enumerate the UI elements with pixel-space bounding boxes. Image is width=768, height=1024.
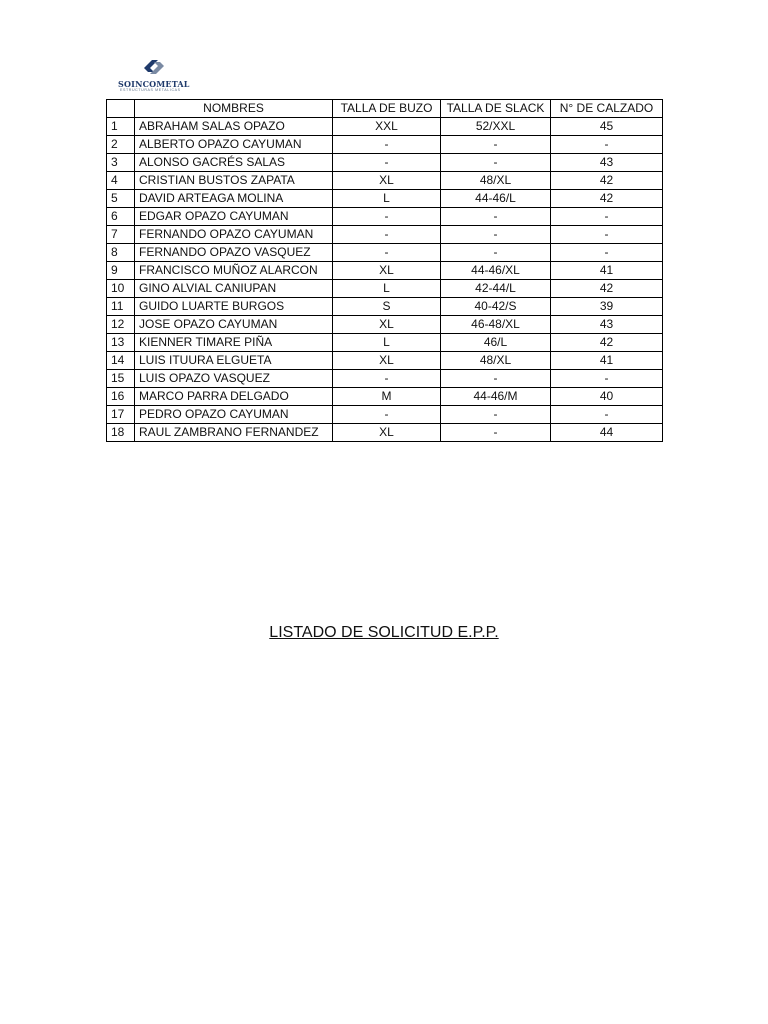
employee-name: ALONSO GACRÉS SALAS bbox=[135, 154, 333, 172]
numero-calzado: 44 bbox=[551, 424, 663, 442]
numero-calzado: 41 bbox=[551, 262, 663, 280]
row-index: 2 bbox=[107, 136, 135, 154]
numero-calzado: - bbox=[551, 370, 663, 388]
employee-name: MARCO PARRA DELGADO bbox=[135, 388, 333, 406]
row-index: 10 bbox=[107, 280, 135, 298]
talla-slack: - bbox=[441, 424, 551, 442]
numero-calzado: - bbox=[551, 244, 663, 262]
employee-name: LUIS OPAZO VASQUEZ bbox=[135, 370, 333, 388]
talla-slack: 44-46/L bbox=[441, 190, 551, 208]
numero-calzado: 45 bbox=[551, 118, 663, 136]
row-index: 4 bbox=[107, 172, 135, 190]
talla-slack: 52/XXL bbox=[441, 118, 551, 136]
talla-buzo: - bbox=[333, 154, 441, 172]
numero-calzado: 42 bbox=[551, 190, 663, 208]
talla-buzo: L bbox=[333, 334, 441, 352]
talla-buzo: XXL bbox=[333, 118, 441, 136]
table-row bbox=[107, 136, 663, 154]
logo-wordmark: SOINCOMETAL bbox=[118, 79, 190, 89]
employee-name: KIENNER TIMARE PIÑA bbox=[135, 334, 333, 352]
talla-slack: - bbox=[441, 406, 551, 424]
table-row bbox=[107, 298, 663, 316]
header-talla-buzo: TALLA DE BUZO bbox=[333, 100, 441, 118]
numero-calzado: - bbox=[551, 136, 663, 154]
talla-buzo: - bbox=[333, 136, 441, 154]
talla-slack: - bbox=[441, 136, 551, 154]
talla-buzo: XL bbox=[333, 172, 441, 190]
row-index: 6 bbox=[107, 208, 135, 226]
employee-name: FERNANDO OPAZO CAYUMAN bbox=[135, 226, 333, 244]
talla-slack: 46/L bbox=[441, 334, 551, 352]
row-index: 15 bbox=[107, 370, 135, 388]
talla-buzo: XL bbox=[333, 352, 441, 370]
talla-slack: - bbox=[441, 208, 551, 226]
employee-name: FRANCISCO MUÑOZ ALARCON bbox=[135, 262, 333, 280]
talla-buzo: - bbox=[333, 208, 441, 226]
table-row bbox=[107, 118, 663, 136]
numero-calzado: 39 bbox=[551, 298, 663, 316]
employee-name: ABRAHAM SALAS OPAZO bbox=[135, 118, 333, 136]
table-row bbox=[107, 388, 663, 406]
talla-slack: 48/XL bbox=[441, 172, 551, 190]
talla-buzo: XL bbox=[333, 262, 441, 280]
talla-buzo: S bbox=[333, 298, 441, 316]
numero-calzado: 41 bbox=[551, 352, 663, 370]
talla-slack: - bbox=[441, 226, 551, 244]
talla-buzo: L bbox=[333, 280, 441, 298]
row-index: 1 bbox=[107, 118, 135, 136]
numero-calzado: - bbox=[551, 226, 663, 244]
row-index: 9 bbox=[107, 262, 135, 280]
employee-name: ALBERTO OPAZO CAYUMAN bbox=[135, 136, 333, 154]
numero-calzado: - bbox=[551, 406, 663, 424]
table-body bbox=[107, 118, 663, 442]
employee-name: PEDRO OPAZO CAYUMAN bbox=[135, 406, 333, 424]
talla-buzo: M bbox=[333, 388, 441, 406]
table-row bbox=[107, 190, 663, 208]
table-row bbox=[107, 370, 663, 388]
table-row bbox=[107, 352, 663, 370]
numero-calzado: 42 bbox=[551, 334, 663, 352]
numero-calzado: - bbox=[551, 208, 663, 226]
employee-name: GUIDO LUARTE BURGOS bbox=[135, 298, 333, 316]
talla-slack: - bbox=[441, 154, 551, 172]
talla-slack: - bbox=[441, 244, 551, 262]
talla-slack: 46-48/XL bbox=[441, 316, 551, 334]
row-index: 13 bbox=[107, 334, 135, 352]
row-index: 5 bbox=[107, 190, 135, 208]
talla-slack: 44-46/XL bbox=[441, 262, 551, 280]
header-nombres: NOMBRES bbox=[135, 100, 333, 118]
row-index: 11 bbox=[107, 298, 135, 316]
row-index: 8 bbox=[107, 244, 135, 262]
logo-tagline: ESTRUCTURAS METALICAS bbox=[120, 88, 181, 92]
company-logo bbox=[112, 56, 196, 96]
employee-name: RAUL ZAMBRANO FERNANDEZ bbox=[135, 424, 333, 442]
row-index: 7 bbox=[107, 226, 135, 244]
talla-slack: 42-44/L bbox=[441, 280, 551, 298]
talla-buzo: - bbox=[333, 226, 441, 244]
table-row bbox=[107, 334, 663, 352]
talla-buzo: - bbox=[333, 370, 441, 388]
employee-name: LUIS ITUURA ELGUETA bbox=[135, 352, 333, 370]
table-row bbox=[107, 262, 663, 280]
talla-buzo: XL bbox=[333, 424, 441, 442]
talla-slack: - bbox=[441, 370, 551, 388]
talla-buzo: - bbox=[333, 244, 441, 262]
table-row bbox=[107, 316, 663, 334]
header-index bbox=[107, 100, 135, 118]
row-index: 14 bbox=[107, 352, 135, 370]
header-talla-slack: TALLA DE SLACK bbox=[441, 100, 551, 118]
talla-buzo: XL bbox=[333, 316, 441, 334]
epp-request-table bbox=[106, 99, 663, 442]
row-index: 12 bbox=[107, 316, 135, 334]
table-row bbox=[107, 172, 663, 190]
row-index: 16 bbox=[107, 388, 135, 406]
employee-name: CRISTIAN BUSTOS ZAPATA bbox=[135, 172, 333, 190]
talla-slack: 40-42/S bbox=[441, 298, 551, 316]
numero-calzado: 43 bbox=[551, 316, 663, 334]
table-row bbox=[107, 154, 663, 172]
numero-calzado: 42 bbox=[551, 280, 663, 298]
table-row bbox=[107, 244, 663, 262]
table-row bbox=[107, 226, 663, 244]
talla-buzo: - bbox=[333, 406, 441, 424]
employee-name: FERNANDO OPAZO VASQUEZ bbox=[135, 244, 333, 262]
numero-calzado: 40 bbox=[551, 388, 663, 406]
table-row bbox=[107, 208, 663, 226]
table-row bbox=[107, 406, 663, 424]
row-index: 17 bbox=[107, 406, 135, 424]
header-calzado: N° DE CALZADO bbox=[551, 100, 663, 118]
soincometal-logo-icon bbox=[140, 56, 168, 78]
employee-name: EDGAR OPAZO CAYUMAN bbox=[135, 208, 333, 226]
table-row bbox=[107, 280, 663, 298]
row-index: 18 bbox=[107, 424, 135, 442]
table-row bbox=[107, 424, 663, 442]
numero-calzado: 42 bbox=[551, 172, 663, 190]
page-title: LISTADO DE SOLICITUD E.P.P. bbox=[269, 624, 499, 641]
row-index: 3 bbox=[107, 154, 135, 172]
employee-name: GINO ALVIAL CANIUPAN bbox=[135, 280, 333, 298]
talla-slack: 44-46/M bbox=[441, 388, 551, 406]
talla-buzo: L bbox=[333, 190, 441, 208]
employee-name: DAVID ARTEAGA MOLINA bbox=[135, 190, 333, 208]
employee-name: JOSE OPAZO CAYUMAN bbox=[135, 316, 333, 334]
numero-calzado: 43 bbox=[551, 154, 663, 172]
table-header-row bbox=[107, 100, 663, 118]
talla-slack: 48/XL bbox=[441, 352, 551, 370]
